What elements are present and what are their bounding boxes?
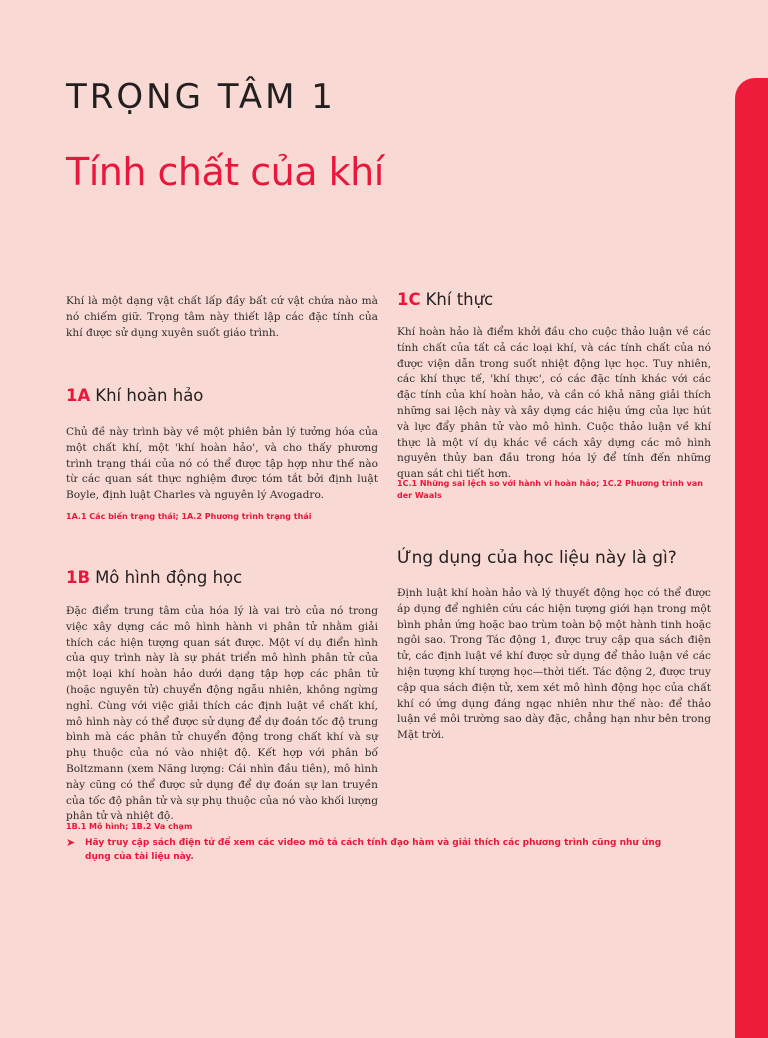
chapter-tab-marker — [735, 78, 768, 1038]
section-1c-number: 1C — [397, 290, 421, 309]
ebook-note-text: Hãy truy cập sách điện tử để xem các video mô tả cách tính đạo hàm và giải thích các phương trình cũng như ứng dụng của tài liệu này. — [85, 838, 662, 862]
section-1b-number: 1B — [66, 568, 91, 587]
focus-label: TRỌNG TÂM 1 — [66, 77, 336, 117]
applications-heading: Ứng dụng của học liệu này là gì? — [397, 548, 677, 568]
section-1a-text: Chủ đề này trình bày về một phiên bản lý tưởng hóa của một chất khí, một 'khí hoàn hảo', và cho thấy phương trình trạng thái của nó có thể được tập hợp như thế nào từ các quan sát thực nghiệm được tóm tắt bởi định luật Boyle, định luật Charles và nguyên lý Avogadro. — [66, 426, 378, 502]
section-1b-topics: 1B.1 Mô hình; 1B.2 Va chạm — [66, 822, 193, 831]
section-1b-text: Đặc điểm trung tâm của hóa lý là vai trò của nó trong việc xây dựng các mô hình hành vi phân tử nhằm giải thích các hiện tượng quan sát được. Một ví dụ điển hình của quy trình này là sự phát triển mô hình phân tử của một loại khí hoàn hảo dưới dạng tập hợp các phân tử (hoặc nguyên tử) chuyển động ngẫu nhiên, không ngừng nghỉ. Cùng với việc giải thích các định luật về chất khí, mô hình này có thể được sử dụng để dự đoán tốc độ trung bình mà các phân tử chuyển động trong chất khí và sự phụ thuộc của nó vào nhiệt độ. Kết hợp với phân bố Boltzmann (xem Năng lượng: Cái nhìn đầu tiên), mô hình này cũng có thể được sử dụng để dự đoán sự lan truyền của tốc độ phân tử và sự phụ thuộc của nó vào khối lượng phân tử và nhiệt độ. — [66, 605, 378, 823]
section-1b-title: Mô hình động học — [95, 568, 243, 587]
page-title: Tính chất của khí — [66, 150, 384, 194]
applications-text: Định luật khí hoàn hảo và lý thuyết động học có thể được áp dụng để nghiên cứu các hiện tượng giới hạn trong một bình phản ứng hoặc bao trùm toàn bộ một hành tinh hoặc ngôi sao. Trong Tác động 1, được truy cập qua sách điện tử, các định luật về khí được sử dụng để thảo luận về các hiện tượng khí tượng học—thời tiết. Tác động 2, được truy cập qua sách điện tử, xem xét mô hình động học của chất khí có ứng dụng đáng ngạc nhiên như thế nào: để thảo luận về môi trường sao dày đặc, chẳng hạn như bên trong Mặt trời. — [397, 587, 711, 742]
section-1a-number: 1A — [66, 386, 91, 405]
applications-body — [397, 586, 711, 744]
intro-block — [66, 294, 378, 341]
ebook-note — [66, 836, 666, 864]
section-1b-body — [66, 604, 378, 825]
section-1c-text: Khí hoàn hảo là điểm khởi đầu cho cuộc thảo luận về các tính chất của tất cả các loại khí, và các tính chất của nó được viện dẫn trong suốt nhiệt động lực học. Tuy nhiên, các khí thực tế, 'khí thực', có các đặc tính khác với các đặc tính của khí hoàn hảo, và cần có khả năng giải thích những sai lệch này và xây dựng các hiệu ứng của lực hút và lực đẩy phân tử vào mô hình. Cuộc thảo luận về khí thực là một ví dụ khác về cách xây dựng các mô hình nguyên thủy ban đầu trong hóa lý để tính đến những quan sát chi tiết hơn. — [397, 326, 711, 481]
section-1b-heading — [66, 568, 242, 587]
section-1c-topics: 1C.1 Những sai lệch so với hành vi hoàn hảo; 1C.2 Phương trình van der Waals — [397, 479, 703, 500]
section-1c-title: Khí thực — [425, 290, 494, 309]
section-1c-body — [397, 325, 711, 483]
intro-text: Khí là một dạng vật chất lấp đầy bất cứ vật chứa nào mà nó chiếm giữ. Trọng tâm này thiết lập các đặc tính của khí được sử dụng xuyên suốt giáo trình. — [66, 295, 378, 339]
section-1c-heading — [397, 290, 493, 309]
section-1a-heading — [66, 386, 203, 405]
arrow-right-icon: ➤ — [66, 836, 76, 849]
section-1a-title: Khí hoàn hảo — [95, 386, 204, 405]
section-1a-body — [66, 425, 378, 504]
section-1a-topics: 1A.1 Các biến trạng thái; 1A.2 Phương trình trạng thái — [66, 512, 312, 521]
